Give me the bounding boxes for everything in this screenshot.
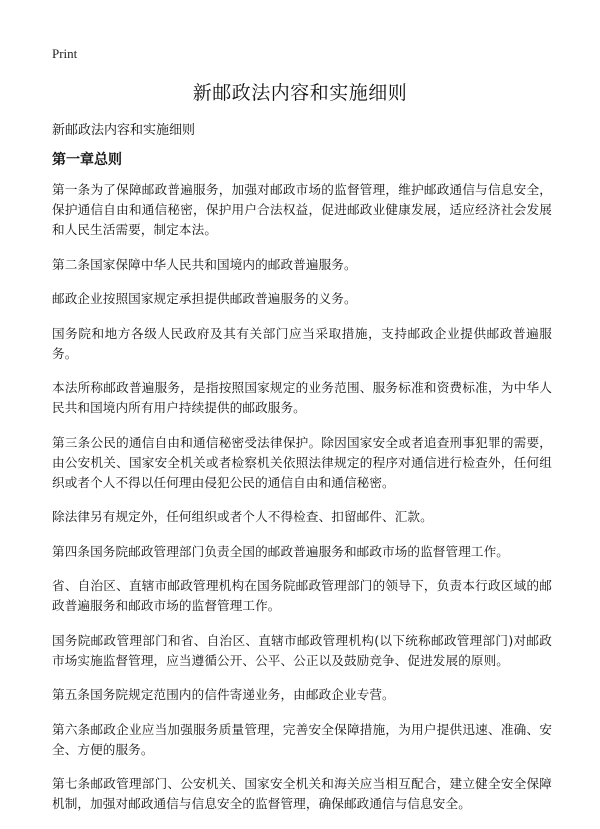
document-title: 新邮政法内容和实施细则 xyxy=(192,82,408,104)
document-body xyxy=(52,180,552,829)
paragraph: 第七条邮政管理部门、公安机关、国家安全机关和海关应当相互配合，建立健全安全保障机制，加强对邮政通信与信息安全的监督管理，确保邮政通信与信息安全。 xyxy=(52,776,552,811)
paragraph: 第六条邮政企业应当加强服务质量管理，完善安全保障措施，为用户提供迅速、准确、安全、方便的服务。 xyxy=(52,721,552,757)
paragraph: 国务院和地方各级人民政府及其有关部门应当采取措施，支持邮政企业提供邮政普遍服务。 xyxy=(52,325,552,361)
paragraph: 本法所称邮政普遍服务，是指按照国家规定的业务范围、服务标准和资费标准，为中华人民共和国境内所有用户持续提供的邮政服务。 xyxy=(52,380,552,415)
paragraph: 国务院邮政管理部门和省、自治区、直辖市邮政管理机构(以下统称邮政管理部门)对邮政市场实施监督管理，应当遵循公开、公平、公正以及鼓励竞争、促进发展的原则。 xyxy=(52,632,552,668)
print-link[interactable]: Print xyxy=(52,46,78,61)
document-subtitle: 新邮政法内容和实施细则 xyxy=(52,123,196,138)
paragraph: 省、自治区、直辖市邮政管理机构在国务院邮政管理部门的领导下，负责本行政区域的邮政普遍服务和邮政市场的监督管理工作。 xyxy=(52,578,552,613)
paragraph: 第一条为了保障邮政普遍服务，加强对邮政市场的监督管理，维护邮政通信与信息安全，保护通信自由和通信秘密，保护用户合法权益，促进邮政业健康发展，适应经济社会发展和人民生活需要，制定本法。 xyxy=(52,182,552,237)
paragraph: 第五条国务院规定范围内的信件寄递业务，由邮政企业专营。 xyxy=(52,687,395,702)
paragraph: 邮政企业按照国家规定承担提供邮政普遍服务的义务。 xyxy=(52,291,357,306)
paragraph: 第四条国务院邮政管理部门负责全国的邮政普遍服务和邮政市场的监督管理工作。 xyxy=(52,543,509,559)
paragraph: 第二条国家保障中华人民共和国境内的邮政普遍服务。 xyxy=(52,256,357,272)
chapter-heading: 第一章总则 xyxy=(52,152,122,168)
paragraph: 第三条公民的通信自由和通信秘密受法律保护。除因国家安全或者追查刑事犯罪的需要，由公安机关、国家安全机关或者检察机关依照法律规定的程序对通信进行检查外，任何组织或者个人不得以任何理由侵犯公民的通信自由和通信秘密。 xyxy=(52,434,552,490)
paragraph: 除法律另有规定外，任何组织或者个人不得检查、扣留邮件、汇款。 xyxy=(52,509,433,524)
